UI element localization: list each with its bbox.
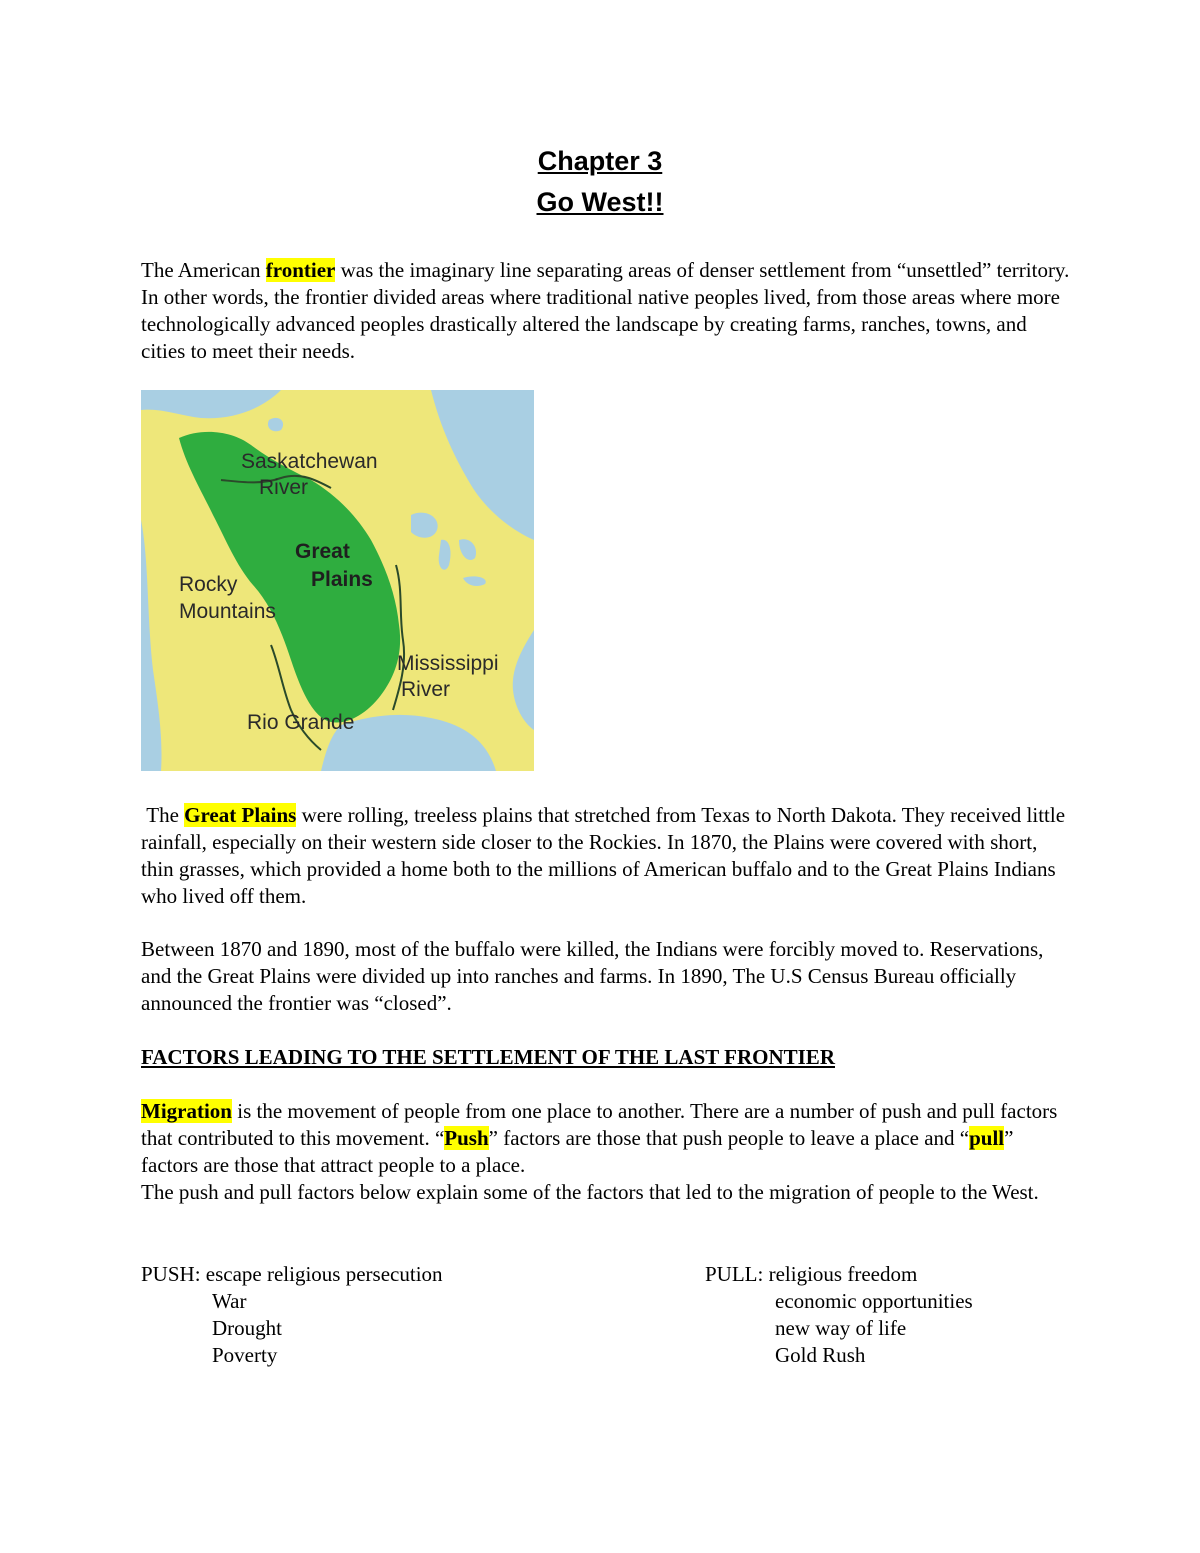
label-mountains: Mountains — [179, 600, 276, 623]
push-item: Drought — [212, 1316, 282, 1340]
label-saskatchewan-river: River — [259, 476, 309, 499]
intro-paragraph — [141, 257, 1071, 365]
page-title: Go West!! — [536, 187, 664, 217]
pull-item: Gold Rush — [775, 1343, 866, 1367]
push-term: Push — [444, 1126, 489, 1150]
intro-text-rest: was the imaginary line separating areas of denser settlement from “unsettled” territory. In other words, the frontier divided areas where traditional native peoples lived, from those areas where more technologically advanced peoples drastically altered the landscape by creating farms, ranches, towns, and cities to meet their needs. — [141, 258, 1070, 363]
migration-text-2: ” factors are those that push people to leave a place and “ — [488, 1126, 970, 1150]
intro-text-start: The American — [141, 258, 266, 282]
closing-paragraph — [141, 936, 1071, 1017]
map-graphic — [141, 390, 534, 771]
great-plains-map — [141, 390, 534, 771]
migration-text-1: is the movement of people from one place to another. There are a number of push and pull factors that contributed to this movement. “ — [141, 1099, 1058, 1150]
label-great: Great — [295, 540, 350, 563]
migration-paragraph — [141, 1098, 1071, 1206]
pull-item: religious freedom — [768, 1262, 918, 1286]
push-factors-list — [141, 1261, 443, 1369]
label-mississippi-river: River — [401, 678, 451, 701]
pull-item: economic opportunities — [775, 1289, 973, 1313]
push-item: Poverty — [212, 1343, 278, 1367]
migration-text-4: The push and pull factors below explain some of the factors that led to the migration of people to the West. — [141, 1180, 1039, 1204]
great-plains-paragraph — [141, 802, 1071, 910]
push-label: PUSH: — [141, 1262, 201, 1286]
plains-text-start: The — [146, 803, 185, 827]
migration-text-3: ” factors are those that attract people to a place. — [141, 1126, 1014, 1177]
pull-label: PULL: — [705, 1262, 764, 1286]
closing-text: Between 1870 and 1890, most of the buffalo were killed, the Indians were forcibly moved to. Reservations, and the Great Plains were divided up into ranches and farms. In 1890, The U.S Census Bureau officially announced the frontier was “closed”. — [141, 937, 1044, 1015]
pull-factors-list — [705, 1261, 973, 1369]
label-plains: Plains — [311, 568, 373, 591]
frontier-term: frontier — [265, 258, 336, 282]
label-mississippi: Mississippi — [397, 652, 499, 675]
label-saskatchewan: Saskatchewan — [241, 450, 378, 473]
push-item: escape religious persecution — [205, 1262, 443, 1286]
factors-heading: FACTORS LEADING TO THE SETTLEMENT OF THE LAST FRONTIER — [141, 1045, 835, 1069]
chapter-heading: Chapter 3 — [537, 146, 663, 176]
migration-term: Migration — [141, 1099, 232, 1123]
great-plains-term: Great Plains — [184, 803, 297, 827]
label-rio-grande: Rio Grande — [247, 711, 355, 734]
push-item: War — [212, 1289, 247, 1313]
plains-text-rest: were rolling, treeless plains that stretched from Texas to North Dakota. They received little rainfall, especially on their western side closer to the Rockies. In 1870, the Plains were covered with short, thin grasses, which provided a home both to the millions of American buffalo and to the Great Plains Indians who lived off them. — [141, 803, 1066, 908]
pull-item: new way of life — [775, 1316, 907, 1340]
label-rocky: Rocky — [179, 573, 238, 596]
pull-term: pull — [969, 1126, 1005, 1150]
